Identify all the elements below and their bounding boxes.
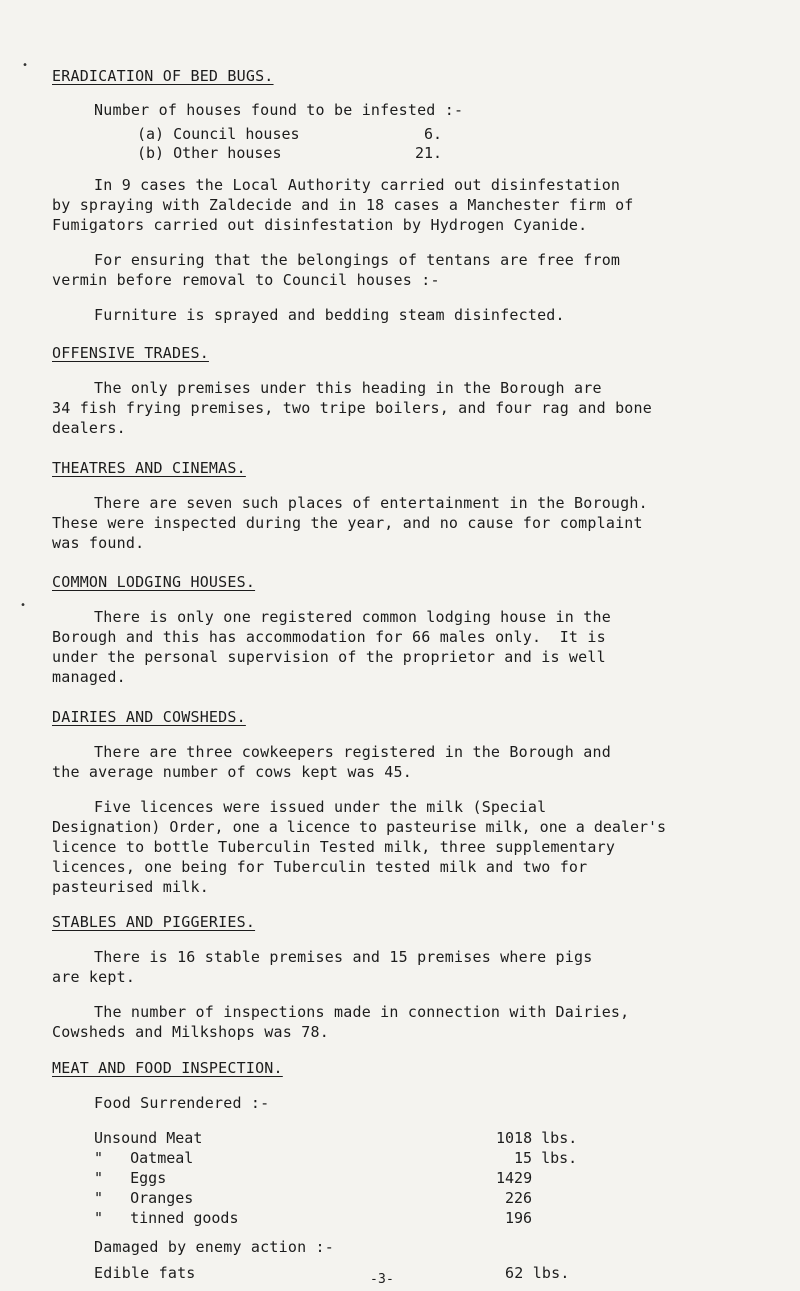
text-line: pasteurised milk. bbox=[52, 878, 209, 896]
infested-intro: Number of houses found to be infested :- bbox=[94, 101, 464, 119]
text-line: These were inspected during the year, and no cause for complaint bbox=[52, 514, 643, 532]
heading-offensive-trades: OFFENSIVE TRADES. bbox=[52, 344, 209, 362]
edible-fats-label: Edible fats bbox=[94, 1264, 196, 1282]
paragraph-inspections bbox=[52, 1002, 772, 1042]
food-item: Unsound Meat bbox=[94, 1129, 203, 1147]
scan-speck: • bbox=[20, 600, 27, 611]
text-line: managed. bbox=[52, 668, 126, 686]
paragraph-offensive-trades bbox=[52, 378, 772, 438]
furniture-note: Furniture is sprayed and bedding steam disinfected. bbox=[94, 306, 565, 324]
paragraph-licences bbox=[52, 797, 792, 897]
edible-fats-qty: 62 lbs. bbox=[505, 1264, 570, 1282]
paragraph-theatres bbox=[52, 493, 782, 553]
text-line: dealers. bbox=[52, 419, 126, 437]
text-line: under the personal supervision of the proprietor and is well bbox=[52, 648, 606, 666]
text-line: For ensuring that the belongings of tentans are free from bbox=[94, 251, 621, 269]
text-line: the average number of cows kept was 45. bbox=[52, 763, 412, 781]
text-line: are kept. bbox=[52, 968, 136, 986]
text-line: Designation) Order, one a licence to pasteurise milk, one a dealer's bbox=[52, 818, 667, 836]
heading-dairies: DAIRIES AND COWSHEDS. bbox=[52, 708, 246, 726]
text-line: vermin before removal to Council houses :- bbox=[52, 271, 440, 289]
text-line: 34 fish frying premises, two tripe boilers, and four rag and bone bbox=[52, 399, 652, 417]
food-item: " tinned goods bbox=[94, 1209, 239, 1227]
text-line: Cowsheds and Milkshops was 78. bbox=[52, 1023, 329, 1041]
damaged-label: Damaged by enemy action :- bbox=[94, 1238, 334, 1256]
heading-lodging-houses: COMMON LODGING HOUSES. bbox=[52, 573, 256, 591]
food-item-qty: 1018 lbs. bbox=[496, 1129, 578, 1147]
paragraph-belongings bbox=[52, 250, 772, 290]
text-line: Borough and this has accommodation for 66 males only. It is bbox=[52, 628, 606, 646]
food-item: " Oranges bbox=[94, 1189, 194, 1207]
text-line: licences, one being for Tuberculin tested milk and two for bbox=[52, 858, 588, 876]
text-line: The only premises under this heading in the Borough are bbox=[94, 379, 602, 397]
food-item-qty: 1429 bbox=[496, 1169, 533, 1187]
text-line: There are three cowkeepers registered in the Borough and bbox=[94, 743, 611, 761]
paragraph-disinfestation bbox=[52, 175, 772, 235]
text-line: was found. bbox=[52, 534, 145, 552]
text-line: Five licences were issued under the milk (Special bbox=[94, 798, 547, 816]
text-line: licence to bottle Tuberculin Tested milk, three supplementary bbox=[52, 838, 616, 856]
list-item-value: 21. bbox=[415, 144, 443, 162]
heading-theatres: THEATRES AND CINEMAS. bbox=[52, 459, 246, 477]
list-item: (b) Other houses bbox=[137, 144, 282, 162]
text-line: There are seven such places of entertainment in the Borough. bbox=[94, 494, 648, 512]
heading-bed-bugs: ERADICATION OF BED BUGS. bbox=[52, 67, 274, 85]
food-item-qty: 15 lbs. bbox=[514, 1149, 578, 1167]
list-item-value: 6. bbox=[424, 125, 443, 143]
list-item: (a) Council houses bbox=[137, 125, 300, 143]
scan-speck: • bbox=[22, 60, 29, 71]
food-item-qty: 226 bbox=[505, 1189, 533, 1207]
text-line: The number of inspections made in connection with Dairies, bbox=[94, 1003, 630, 1021]
heading-meat-food: MEAT AND FOOD INSPECTION. bbox=[52, 1059, 283, 1077]
text-line: In 9 cases the Local Authority carried out disinfestation bbox=[94, 176, 621, 194]
paragraph-cowkeepers bbox=[52, 742, 772, 782]
text-line: Fumigators carried out disinfestation by Hydrogen Cyanide. bbox=[52, 216, 588, 234]
text-line: There is only one registered common lodging house in the bbox=[94, 608, 611, 626]
paragraph-stables bbox=[52, 947, 772, 987]
heading-stables: STABLES AND PIGGERIES. bbox=[52, 913, 256, 931]
paragraph-lodging bbox=[52, 607, 772, 687]
text-line: by spraying with Zaldecide and in 18 cases a Manchester firm of bbox=[52, 196, 634, 214]
food-item-qty: 196 bbox=[505, 1209, 533, 1227]
food-surrendered-label: Food Surrendered :- bbox=[94, 1094, 270, 1112]
food-item: " Oatmeal bbox=[94, 1149, 194, 1167]
page-number: -3- bbox=[370, 1272, 395, 1287]
text-line: There is 16 stable premises and 15 premises where pigs bbox=[94, 948, 593, 966]
food-item: " Eggs bbox=[94, 1169, 167, 1187]
